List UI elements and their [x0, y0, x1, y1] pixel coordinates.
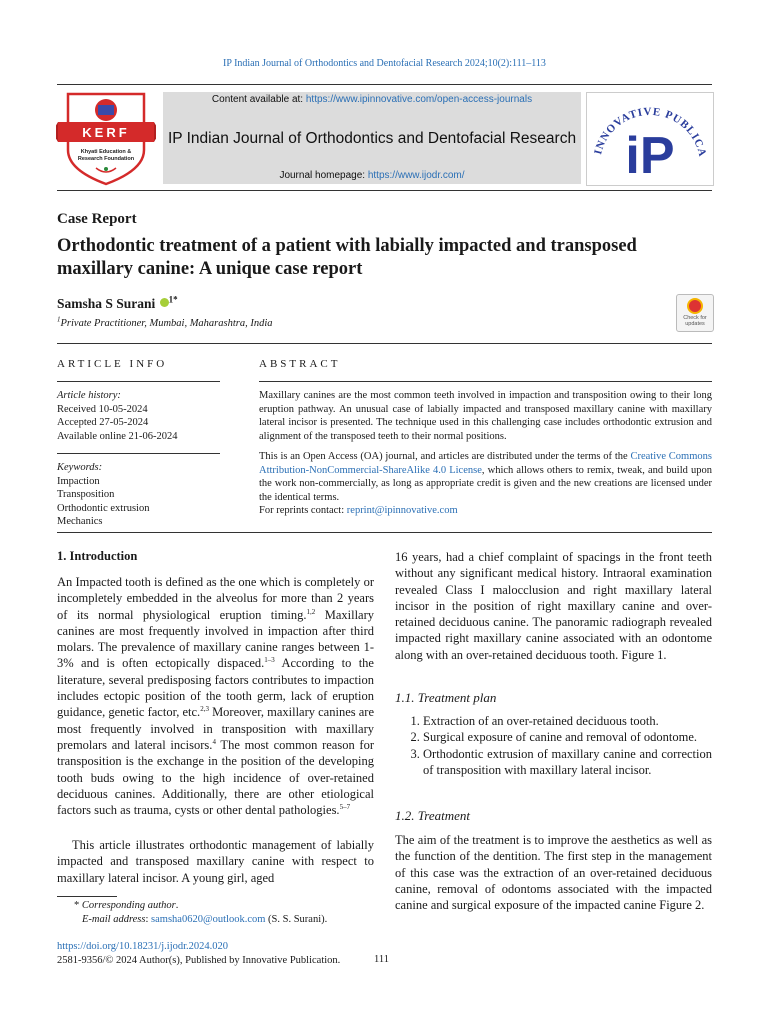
open-access-statement: This is an Open Access (OA) journal, and articles are distributed under the terms of the Creative Commons Attribution-NonCommercial-ShareAlike 4.0 License, which allows others to remix, tweak, and build upon the work non-commercially, as long as appropriate credit is given and the new creations are licensed under the identical terms.: [259, 451, 712, 503]
treatment-paragraph: The aim of the treatment is to improve the aesthetics as well as the function of the dentition. The first step in the management of this case was the extraction of an over-retained deciduous canine, removal of odontoms associated with the impacted canine and surgical exposure of the impacted canine Figure 2.: [395, 833, 712, 913]
journal-homepage: Journal homepage: https://www.ijodr.com/: [279, 170, 465, 181]
kerf-sub2: Research Foundation: [77, 156, 135, 162]
running-header: IP Indian Journal of Orthodontics and Dentofacial Research 2024;10(2):111–113: [223, 58, 546, 69]
info-top-rule: [57, 343, 712, 344]
article-title: Orthodontic treatment of a patient with labially impacted and transposed maxillary canine: A unique case report: [57, 236, 637, 279]
orcid-icon[interactable]: [160, 298, 169, 307]
citation-ref[interactable]: 2,3: [200, 705, 209, 714]
citation-ref[interactable]: 4: [212, 737, 216, 746]
author-line: [57, 296, 178, 312]
abstract-text: Maxillary canines are the most common teeth involved in impaction and transposition owing to their long eruption pathway. An unusual case of labially impacted and transposed maxillary canine with maxillary lateral incisor is presented. The technique used in this challenging case includes orthodontic extrusion and alignment of the transposed teeth to their normal positions.: [259, 390, 712, 442]
check-updates-label: Check for updates: [683, 315, 707, 327]
treatment-plan-heading: 1.1. Treatment plan: [395, 690, 497, 705]
received-date: Received 10-05-2024: [57, 403, 148, 415]
intro-paragraph-2-continued: 16 years, had a chief complaint of spacings in the front teeth without any significant medical history. Intraoral examination revealed Class I malocclusion and right maxillary lateral incisor in the position of right maxillary canine and over-retained deciduous canine. The panoramic radiograph revealed impacted right maxillary canine associated with an odontome along with an over-retained deciduous tooth. Figure 1.: [395, 550, 712, 662]
copyright: 2581-9356/© 2024 Author(s), Published by Innovative Publication.: [57, 954, 341, 966]
license-link[interactable]: Creative Commons Attribution-NonCommercial-ShareAlike 4.0 License: [259, 451, 712, 476]
intro-paragraph-1: [57, 574, 374, 818]
reprints-contact: For reprints contact: reprint@ipinnovative.com: [259, 505, 458, 516]
reprints-email-link[interactable]: reprint@ipinnovative.com: [346, 505, 458, 516]
page-footer: [57, 940, 340, 967]
publisher-arc-text: INNOVATIVE PUBLICA: [592, 105, 709, 158]
keyword: Orthodontic extrusion: [57, 502, 150, 514]
intro-paragraph-2: This article illustrates orthodontic management of labially impacted and transposed maxillary canine with respect to maxillary lateral incisor. A young girl, aged: [57, 838, 374, 885]
kerf-logo: [56, 88, 156, 188]
article-type: Case Report: [57, 211, 137, 227]
abstract-bottom-rule: [57, 532, 712, 533]
check-for-updates-button[interactable]: [676, 294, 714, 332]
author-email-link[interactable]: samsha0620@outlook.com: [151, 913, 266, 925]
citation-ref[interactable]: 1–3: [264, 656, 275, 665]
journal-banner: [163, 92, 581, 184]
content-available: Content available at: https://www.ipinnovative.com/open-access-journals: [211, 94, 533, 105]
kerf-letters: KERF: [82, 125, 130, 140]
content-url-link[interactable]: https://www.ipinnovative.com/open-access-journals: [305, 94, 533, 105]
kerf-sub1: Khyati Education &: [80, 149, 132, 155]
text-run: An Impacted tooth is defined as the one which is completely or incompletely embedded in the alveolus for more than 2 years of its normal physiological eruption timing.: [57, 575, 374, 622]
keyword: Mechanics: [57, 516, 103, 527]
author-mark: 1*: [168, 294, 178, 305]
header-rule: [57, 84, 712, 85]
keyword: Transposition: [57, 489, 115, 500]
article-history: Article history: Received 10-05-2024 Accepted 27-05-2024 Available online 21-06-2024: [57, 389, 222, 443]
keywords: Keywords: Impaction Transposition Orthodontic extrusion Mechanics: [57, 461, 222, 529]
citation-ref[interactable]: 1,2: [306, 607, 316, 616]
accepted-date: Accepted 27-05-2024: [57, 417, 149, 428]
list-item: 1. Extraction of an over-retained deciduous tooth.: [423, 713, 712, 729]
banner-rule: [57, 190, 712, 191]
corresponding-footnote: * Corresponding author. E-mail address: samsha0620@outlook.com (S. S. Surani).: [74, 900, 328, 925]
list-item: 2. Surgical exposure of canine and removal of odontome.: [423, 729, 712, 745]
citation-ref[interactable]: 5–7: [339, 803, 351, 811]
abstract-heading: ABSTRACT: [259, 358, 341, 370]
intro-heading: 1. Introduction: [57, 549, 138, 563]
article-info-heading: ARTICLE INFO: [57, 358, 168, 370]
page-number: 111: [374, 954, 389, 965]
journal-title: IP Indian Journal of Orthodontics and Dentofacial Research: [167, 130, 577, 147]
list-item: 3. Orthodontic extrusion of maxillary canine and correction of transposition with maxillary lateral incisor.: [423, 746, 712, 779]
text-run: The most common reason for transposition is the exchange in the position of the developing tooth buds owing to the high incidence of over-retained deciduous canines. Additionally, there are other etiological factors such as trauma, cysts or other dental pathologies.: [57, 737, 374, 818]
innovative-publication-logo: [586, 92, 714, 186]
text-run: Maxillary canines are most frequently involved in impaction after third molars. The prevalence of maxillary canine ranges between 1-3% and is often ectopically dispaced.: [57, 607, 374, 671]
affiliation: $^1$Private Practitioner, Mumbai, Maharashtra, India: [57, 315, 273, 329]
author-name: Samsha S Surani: [57, 296, 156, 311]
ip-mark: iP: [625, 127, 675, 185]
homepage-link[interactable]: https://www.ijodr.com/: [367, 170, 465, 181]
text-run: According to the literature, several predisposing factors contributes to impaction includes ectopic position of the tooth germ, lack of eruption guidance, genetic factor, etc.: [57, 656, 374, 720]
treatment-plan-list: [395, 713, 712, 778]
text-run: Moreover, maxillary canines are most frequently involved in transposition with maxillary premolars and lateral incisors.: [57, 705, 374, 752]
doi-link[interactable]: https://doi.org/10.18231/j.ijodr.2024.020: [57, 941, 229, 952]
keyword: Impaction: [57, 475, 100, 487]
check-updates-icon: [687, 298, 703, 314]
online-date: Available online 21-06-2024: [57, 430, 178, 442]
treatment-heading: 1.2. Treatment: [395, 808, 470, 823]
